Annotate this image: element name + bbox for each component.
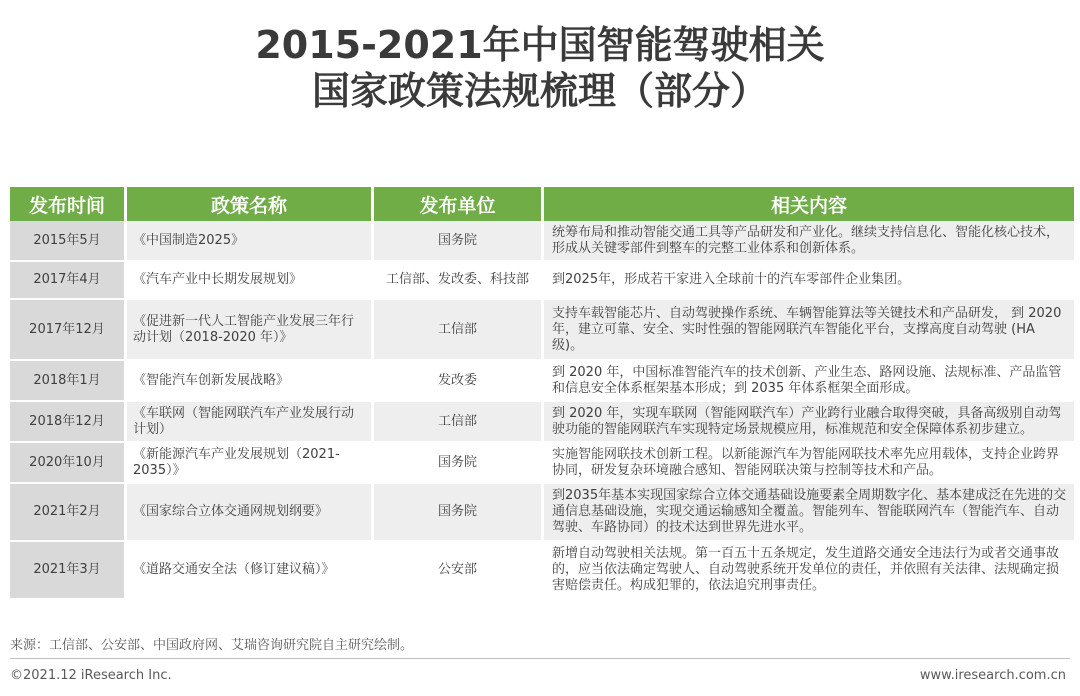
table-row <box>10 484 1074 542</box>
cell-content: 统筹布局和推动智能交通工具等产品研发和产业化。继续支持信息化、智能化核心技术，形成从关键零部件到整车的完整工业体系和创新体系。 <box>544 221 1074 262</box>
table-row <box>10 542 1074 600</box>
table-row <box>10 361 1074 402</box>
table-row <box>10 262 1074 300</box>
cell-issuer: 国务院 <box>374 221 544 262</box>
title-line-2: 国家政策法规梳理（部分） <box>311 69 768 113</box>
cell-content: 到 2020 年，实现车联网（智能网联汽车）产业跨行业融合取得突破，具备高级别自动驾驶功能的智能网联汽车实现特定场景规模应用，标准规范和安全保障体系初步建立。 <box>544 402 1074 443</box>
cell-date: 2015年5月 <box>10 221 127 262</box>
header-issuer: 发布单位 <box>374 187 544 221</box>
cell-date: 2021年2月 <box>10 484 127 542</box>
table-row <box>10 443 1074 484</box>
cell-policy-name: 《智能汽车创新发展战略》 <box>127 361 374 402</box>
cell-date: 2018年12月 <box>10 402 127 443</box>
cell-content: 到 2020 年，中国标准智能汽车的技术创新、产业生态、路网设施、法规标准、产品监管和信息安全体系框架基本形成；到 2035 年体系框架全面形成。 <box>544 361 1074 402</box>
cell-date: 2018年1月 <box>10 361 127 402</box>
cell-date: 2017年12月 <box>10 300 127 361</box>
cell-issuer: 国务院 <box>374 443 544 484</box>
source-note: 来源：工信部、公安部、中国政府网、艾瑞咨询研究院自主研究绘制。 <box>10 638 414 653</box>
cell-policy-name: 《车联网（智能网联汽车产业发展行动计划） <box>127 402 374 443</box>
cell-content: 新增自动驾驶相关法规。第一百五十五条规定，发生道路交通安全违法行为或者交通事故的，应当依法确定驾驶人、自动驾驶系统开发单位的责任，并依照有关法律、法规确定损害赔偿责任。构成犯罪的，依法追究刑事责任。 <box>544 542 1074 600</box>
cell-content: 实施智能网联技术创新工程。以新能源汽车为智能网联技术率先应用载体，支持企业跨界协同，研发复杂环境融合感知、智能网联决策与控制等技术和产品。 <box>544 443 1074 484</box>
cell-issuer: 发改委 <box>374 361 544 402</box>
cell-policy-name: 《中国制造2025》 <box>127 221 374 262</box>
cell-policy-name: 《国家综合立体交通网规划纲要》 <box>127 484 374 542</box>
header-policy-name: 政策名称 <box>127 187 374 221</box>
footer-divider <box>10 658 1070 659</box>
cell-date: 2020年10月 <box>10 443 127 484</box>
cell-content: 到2035年基本实现国家综合立体交通基础设施要素全周期数字化、基本建成泛在先进的交通信息基础设施，实现交通运输感知全覆盖。智能列车、智能联网汽车（智能汽车、自动驾驶、车路协同）的技术达到世界先进水平。 <box>544 484 1074 542</box>
website-link[interactable]: www.iresearch.com.cn <box>919 668 1066 683</box>
header-content: 相关内容 <box>544 187 1074 221</box>
cell-policy-name: 《道路交通安全法（修订建议稿）》 <box>127 542 374 600</box>
table-header-row <box>10 187 1074 221</box>
copyright: ©2021.12 iResearch Inc. <box>10 668 172 683</box>
table-row <box>10 221 1074 262</box>
table-row <box>10 402 1074 443</box>
cell-policy-name: 《汽车产业中长期发展规划》 <box>127 262 374 300</box>
cell-issuer: 公安部 <box>374 542 544 600</box>
cell-issuer: 工信部、发改委、科技部 <box>374 262 544 300</box>
title-line-1: 2015-2021年中国智能驾驶相关 <box>255 23 825 67</box>
cell-issuer: 工信部 <box>374 402 544 443</box>
cell-issuer: 工信部 <box>374 300 544 361</box>
cell-content: 到2025年，形成若干家进入全球前十的汽车零部件企业集团。 <box>544 262 1074 300</box>
cell-content: 支持车载智能芯片、自动驾驶操作系统、车辆智能算法等关键技术和产品研发， 到 2020 年，建立可靠、安全、实时性强的智能网联汽车智能化平台，支撑高度自动驾驶 (HA 级)。 <box>544 300 1074 361</box>
cell-policy-name: 《促进新一代人工智能产业发展三年行动计划（2018-2020 年）》 <box>127 300 374 361</box>
cell-policy-name: 《新能源汽车产业发展规划（2021-2035）》 <box>127 443 374 484</box>
cell-issuer: 国务院 <box>374 484 544 542</box>
page-title <box>0 22 1080 114</box>
cell-date: 2021年3月 <box>10 542 127 600</box>
header-date: 发布时间 <box>10 187 127 221</box>
cell-date: 2017年4月 <box>10 262 127 300</box>
policy-table <box>10 187 1074 600</box>
table-row <box>10 300 1074 361</box>
